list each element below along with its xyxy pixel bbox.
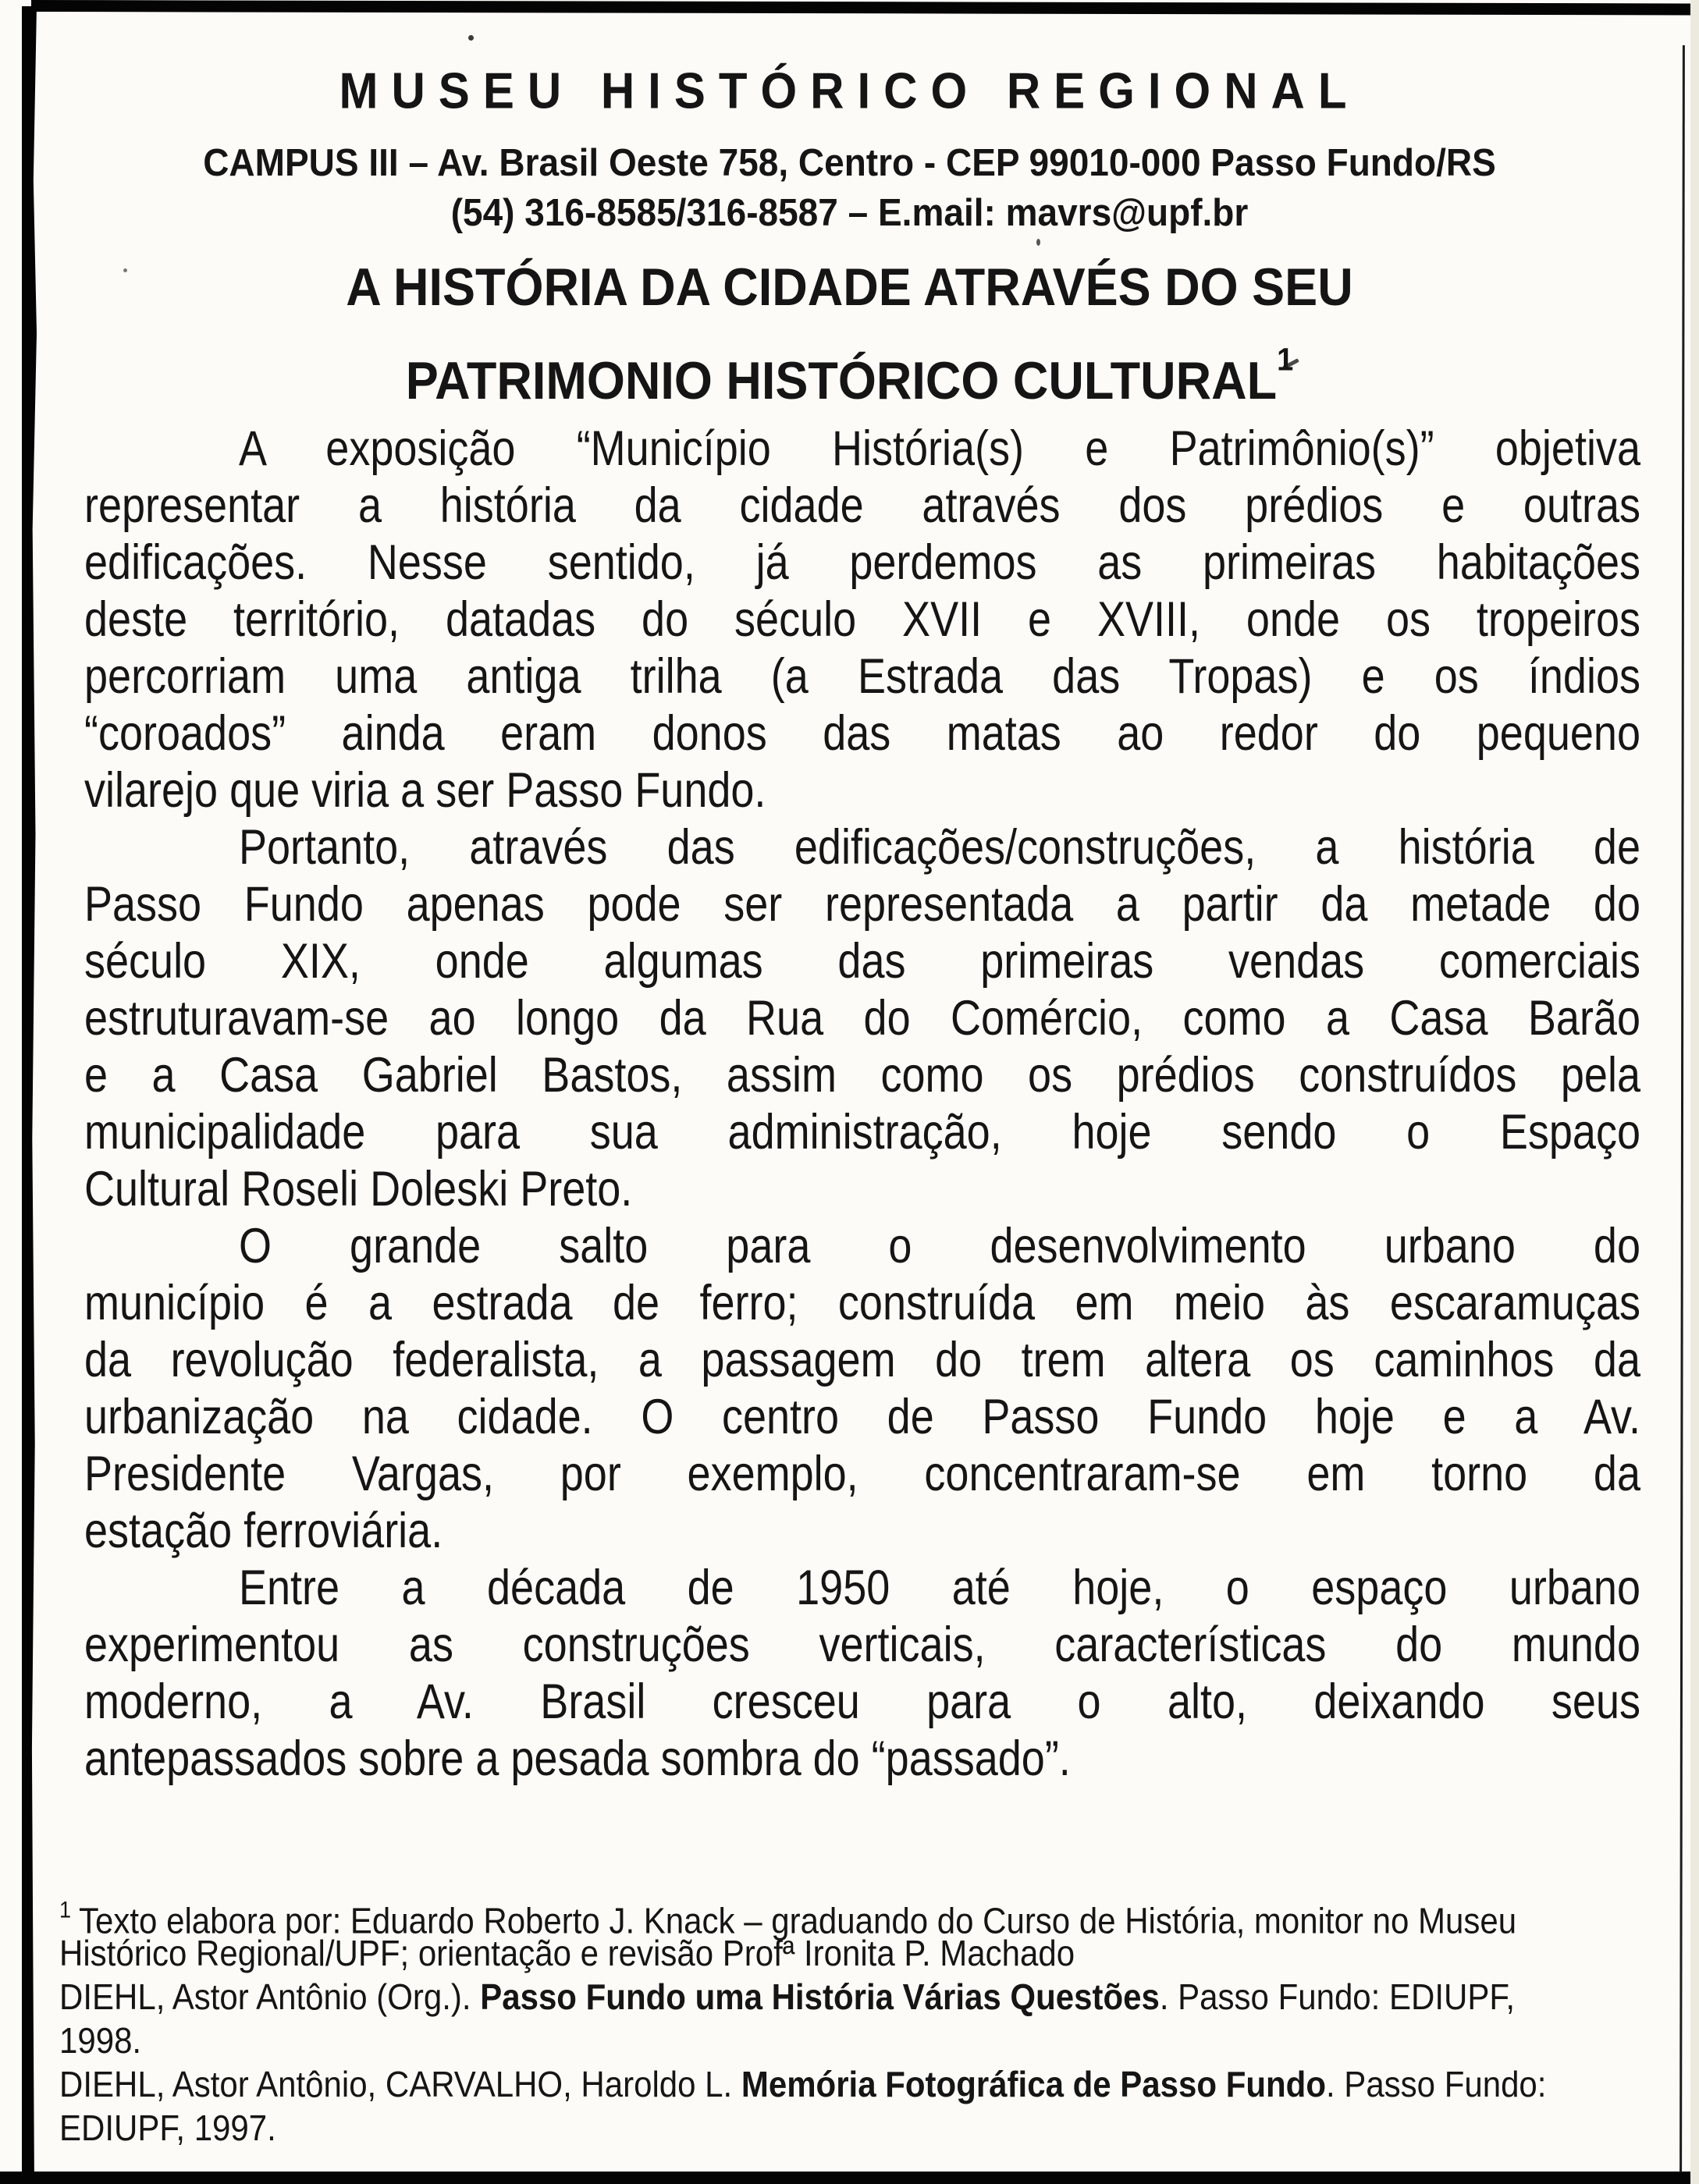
paragraph	[84, 820, 1640, 1219]
title-line-2: PATRIMONIO HISTÓRICO CULTURAL$^1$	[405, 342, 1294, 411]
body-text-line: “coroados” ainda eram donos das matas ao redor do pequeno	[84, 706, 1640, 762]
document-title	[67, 251, 1632, 417]
footnote	[59, 1976, 1683, 2063]
book-title: Memória Fotográfica de Passo Fundo	[741, 2064, 1326, 2105]
body-text-line: estruturavam-se ao longo da Rua do Comércio, como a Casa Barão	[84, 991, 1640, 1046]
body-text-line: Entre a década de 1950 até hoje, o espaço urbano	[239, 1561, 1640, 1616]
paragraph	[84, 1219, 1640, 1561]
footnote-line	[59, 1886, 1683, 1941]
scan-border-bottom	[0, 2172, 1699, 2184]
contact-line: (54) 316-8585/316-8587 – E.mail: mavrs@upf.br	[450, 190, 1249, 234]
paragraph	[84, 421, 1640, 820]
body-text-line: representar a história da cidade através dos prédios e outras	[84, 478, 1640, 534]
footnote-line	[59, 1973, 1683, 2022]
body-text-line: estação ferroviária.	[84, 1504, 443, 1559]
footnote-line	[59, 2104, 1683, 2153]
body-text-line: e a Casa Gabriel Bastos, assim como os prédios construídos pela	[84, 1048, 1640, 1103]
paragraph	[84, 1561, 1640, 1788]
body-text-line: Passo Fundo apenas pode ser representada a partir da metade do	[84, 877, 1640, 932]
body-text-line: experimentou as construções verticais, características do mundo	[84, 1618, 1640, 1673]
body-text-line: município é a estrada de ferro; construída em meio às escaramuças	[84, 1276, 1640, 1331]
body-text-line: urbanização na cidade. O centro de Passo Fundo hoje e a Av.	[84, 1390, 1640, 1445]
body-text-line: Cultural Roseli Doleski Preto.	[84, 1162, 633, 1217]
museum-name: MUSEU HISTÓRICO REGIONAL	[339, 62, 1360, 119]
footnote-text: 1998.	[59, 2020, 142, 2061]
footnotes-section	[59, 1888, 1683, 2150]
body-text-line: século XIX, onde algumas das primeiras vendas comerciais	[84, 934, 1640, 989]
footnote-text: EDIUPF, 1997.	[59, 2108, 276, 2149]
document-body	[84, 421, 1640, 1788]
body-text-line: da revolução federalista, a passagem do trem altera os caminhos da	[84, 1333, 1640, 1388]
body-text-line: deste território, datadas do século XVII e XVIII, onde os tropeiros	[84, 592, 1640, 648]
body-text-line: A exposição “Município História(s) e Patrimônio(s)” objetiva	[239, 421, 1640, 477]
footnote-text: Histórico Regional/UPF; orientação e revisão Profª Ironita P. Machado	[59, 1933, 1075, 1974]
footnote-text: DIEHL, Astor Antônio (Org.).	[59, 1976, 481, 2018]
body-text-line: percorriam uma antiga trilha (a Estrada das Tropas) e os índios	[84, 649, 1640, 705]
footnote	[59, 2063, 1683, 2150]
body-text-line: moderno, a Av. Brasil cresceu para o alto, deixando seus	[84, 1674, 1640, 1730]
footnote-text: . Passo Fundo: EDIUPF,	[1159, 1976, 1516, 2018]
footnote-text: Texto elabora por: Eduardo Roberto J. Knack – graduando do Curso de História, monitor no Museu	[79, 1900, 1517, 1941]
footnote-reference: 1	[1277, 342, 1294, 378]
book-title: Passo Fundo uma História Várias Questões	[480, 1976, 1160, 2018]
title-line-1: A HISTÓRIA DA CIDADE ATRAVÉS DO SEU	[346, 257, 1353, 318]
body-text-line: antepassados sobre a pesada sombra do “passado”.	[84, 1731, 1071, 1787]
body-text-line: Presidente Vargas, por exemplo, concentraram-se em torno da	[84, 1447, 1640, 1502]
scan-edge-line-right	[1679, 45, 1685, 2172]
footnote-line	[59, 2061, 1683, 2109]
body-text-line: municipalidade para sua administração, hoje sendo o Espaço	[84, 1105, 1640, 1160]
scan-speck	[1036, 239, 1040, 246]
scan-border-left	[22, 6, 37, 2184]
footnote-line	[59, 1930, 1683, 1978]
footnote-text: . Passo Fundo:	[1325, 2064, 1547, 2105]
body-text-line: O grande salto para o desenvolvimento urbano do	[239, 1219, 1640, 1274]
footnote-line	[59, 2017, 1683, 2065]
letterhead	[67, 0, 1632, 233]
footnote-text: DIEHL, Astor Antônio, CARVALHO, Haroldo L.	[59, 2064, 741, 2105]
body-text-line: Portanto, através das edificações/construções, a história de	[239, 820, 1640, 875]
paper-edge-right	[1690, 0, 1699, 2184]
footnote-marker: 1	[59, 1897, 72, 1923]
address-line: CAMPUS III – Av. Brasil Oeste 758, Centro - CEP 99010-000 Passo Fundo/RS	[203, 140, 1496, 184]
body-text-line: edificações. Nesse sentido, já perdemos as primeiras habitações	[84, 535, 1640, 591]
footnote	[59, 1888, 1683, 1976]
body-text-line: vilarejo que viria a ser Passo Fundo.	[84, 763, 766, 819]
